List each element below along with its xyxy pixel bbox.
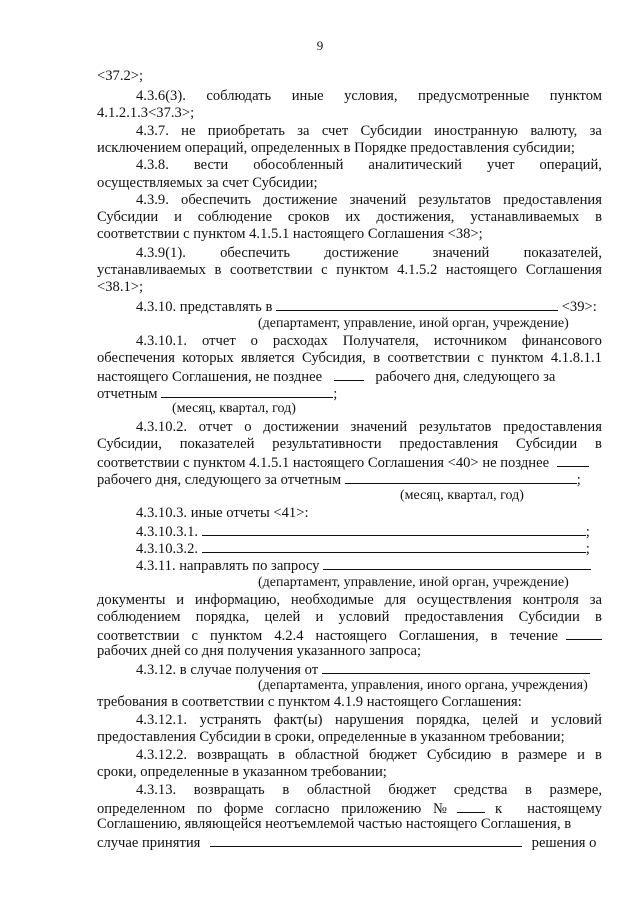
word: и: [174, 209, 182, 225]
text-line: [97, 833, 596, 852]
word: 4.1.5.2: [397, 262, 438, 278]
word: условий: [338, 609, 390, 625]
word: необходимые: [290, 592, 374, 608]
word: устанавливаемых: [97, 262, 206, 278]
word: за: [589, 123, 602, 139]
text-fragment: 4.3.11. направлять по запросу: [136, 558, 320, 574]
word: результативности: [272, 436, 382, 452]
text-line: [136, 556, 591, 575]
word: для: [384, 592, 406, 608]
word: операций,: [539, 157, 602, 173]
word: пунктом: [210, 628, 263, 644]
word: обеспечить: [220, 245, 291, 261]
word: пунктом: [491, 350, 544, 366]
word: расходах: [272, 333, 328, 349]
word: является: [241, 350, 295, 366]
text-fragment: рабочего дня, следующего за отчетным: [97, 472, 342, 488]
word: настоящего: [445, 262, 518, 278]
text-fragment: соответствии с пунктом 4.1.5.1 настоящего Соглашения <40> не позднее: [97, 455, 550, 471]
blank-field: [334, 367, 364, 381]
word: факт(ы): [273, 712, 323, 728]
text-line: [97, 262, 602, 279]
word: определенном: [97, 801, 186, 817]
footnote-ref: <39>:: [561, 299, 597, 315]
blank-field: [202, 539, 586, 553]
word: обеспечить: [181, 192, 251, 208]
text-line: [136, 712, 602, 729]
word: 4.3.8.: [136, 157, 169, 173]
word: показателей,: [523, 245, 602, 261]
word: Субсидии: [97, 209, 159, 225]
text-fragment: рабочего дня, следующего за: [375, 369, 556, 385]
word: их: [345, 209, 361, 225]
word: достижение: [324, 245, 399, 261]
word: и: [530, 712, 539, 728]
text-line: 4.3.10.3. иные отчеты <41>:: [136, 505, 309, 521]
field-caption: (департамента, управления, иного органа, учреждения): [258, 678, 588, 693]
word: и: [315, 609, 324, 625]
word: которых: [182, 350, 234, 366]
text-line: [136, 157, 602, 174]
word: в: [490, 628, 498, 644]
word: 4.3.9.: [136, 192, 169, 208]
word: с: [321, 262, 328, 278]
word: иностранную: [434, 123, 519, 139]
word: 4.3.10.2.: [136, 419, 188, 435]
word: порядка,: [416, 712, 470, 728]
text-fragment: ;: [576, 472, 581, 488]
word: предоставления: [503, 419, 602, 435]
word: размере,: [549, 782, 602, 798]
word: достижение: [263, 192, 338, 208]
word: валюту,: [530, 123, 578, 139]
word: обособленный: [253, 157, 344, 173]
word: №: [433, 801, 447, 817]
word: с: [191, 628, 198, 644]
text-line: сроки, определенные в указанном требовании;: [97, 764, 387, 780]
text-line: [136, 333, 602, 350]
word: значений: [350, 419, 408, 435]
text-line: [97, 609, 602, 626]
word: соответствии: [97, 628, 180, 644]
word: соблюдение: [197, 209, 273, 225]
word: с: [477, 350, 484, 366]
word: 4.3.6(3).: [136, 88, 186, 104]
word: приложению: [341, 801, 422, 817]
word: Субсидию: [426, 747, 492, 763]
text-line: 4.1.2.1.3<37.3>;: [97, 105, 195, 121]
word: информацию,: [194, 592, 281, 608]
word: источником: [433, 333, 507, 349]
word: и: [176, 592, 185, 608]
page-number: 9: [316, 38, 324, 53]
word: в: [595, 436, 602, 452]
word: в: [595, 209, 602, 225]
text-line: [97, 209, 602, 226]
word: возвращать: [193, 782, 265, 798]
word: Субсидия,: [302, 350, 366, 366]
text-line: осуществляемых за счет Субсидии;: [97, 175, 318, 191]
word: бюджет: [388, 782, 437, 798]
word: областной: [295, 747, 359, 763]
word: в: [524, 782, 532, 798]
word: в: [282, 782, 290, 798]
word: предоставления: [503, 192, 602, 208]
word: условий: [551, 712, 602, 728]
text-line: исключением операций, определенных в Порядке предоставления субсидии;: [97, 140, 575, 156]
word: осуществления: [416, 592, 512, 608]
word: результатов: [418, 192, 491, 208]
text-fragment: настоящего Соглашения, не позднее: [97, 369, 323, 385]
field-caption: (месяц, квартал, год): [400, 488, 524, 503]
word: устанавливаемых: [470, 209, 580, 225]
word: целей: [264, 609, 301, 625]
word: в: [373, 350, 381, 366]
text-fragment: решения о: [531, 835, 597, 851]
word: в: [595, 609, 602, 625]
text-line: [97, 592, 602, 609]
blank-field: [457, 799, 485, 813]
word: отчет: [198, 419, 233, 435]
word: Соглашения,: [398, 628, 479, 644]
text-line: соответствии с пунктом 4.1.5.1 настоящего Соглашения <38>;: [97, 226, 483, 242]
word: пунктом: [336, 262, 389, 278]
word: документы: [97, 592, 166, 608]
text-line: [136, 245, 602, 262]
text-fragment: ;: [585, 524, 590, 540]
word: и: [577, 747, 585, 763]
text-line: <37.2>;: [97, 68, 144, 84]
word: областной: [306, 782, 371, 798]
blank-field: [345, 470, 577, 484]
word: соблюдением: [97, 609, 181, 625]
word: согласно: [275, 801, 330, 817]
word: условия,: [344, 88, 398, 104]
word: обеспечения: [97, 350, 175, 366]
word: Субсидии: [516, 436, 578, 452]
field-caption: (департамент, управление, иной орган, учреждение): [258, 575, 569, 590]
word: достижении: [263, 419, 339, 435]
text-line: [136, 419, 602, 436]
word: контроля: [522, 592, 579, 608]
word: настоящему: [527, 801, 602, 817]
text-line: <38.1>;: [97, 279, 144, 295]
word: не: [181, 123, 196, 139]
word: за: [297, 123, 310, 139]
text-line: предоставления Субсидии в сроки, определенные в указанном требовании;: [97, 729, 565, 745]
word: соответствии: [230, 262, 313, 278]
word: бюджет: [369, 747, 417, 763]
field-caption: (департамент, управление, иной орган, учреждение): [258, 316, 569, 331]
word: сроков: [287, 209, 330, 225]
blank-field: [322, 660, 590, 674]
word: соблюдать: [206, 88, 272, 104]
word: счет: [321, 123, 349, 139]
word: средства: [453, 782, 508, 798]
word: результатов: [418, 419, 492, 435]
word: предусмотренные: [418, 88, 530, 104]
word: порядка,: [195, 609, 250, 625]
word: 4.3.9(1).: [136, 245, 186, 261]
word: целей: [482, 712, 519, 728]
word: Субсидии,: [97, 436, 162, 452]
word: за: [589, 592, 602, 608]
word: форме: [223, 801, 264, 817]
text-line: [136, 88, 602, 105]
text-line: [136, 297, 597, 316]
word: аналитический: [368, 157, 462, 173]
text-fragment: 4.3.12. в случае получения от: [136, 662, 319, 678]
word: о: [244, 419, 252, 435]
blank-field: [161, 384, 333, 398]
word: в: [594, 747, 602, 763]
word: в: [214, 262, 222, 278]
blank-field: [202, 522, 586, 536]
word: пунктом: [549, 88, 602, 104]
word: возвращать: [197, 747, 269, 763]
text-line: требования в соответствии с пунктом 4.1.9 настоящего Соглашения:: [97, 694, 522, 710]
word: вести: [193, 157, 229, 173]
text-line: [97, 436, 602, 453]
word: 4.3.12.1.: [136, 712, 188, 728]
word: 4.3.13.: [136, 782, 177, 798]
text-line: [136, 123, 602, 140]
text-fragment: ;: [333, 386, 338, 402]
word: Получателя,: [342, 333, 419, 349]
text-line: [136, 782, 602, 799]
word: 4.2.4: [274, 628, 304, 644]
text-fragment: 4.3.10.3.1.: [136, 524, 199, 540]
word: показателей: [179, 436, 255, 452]
word: Соглашения: [525, 262, 602, 278]
text-fragment: отчетным: [97, 386, 158, 402]
word: течение: [509, 628, 558, 644]
word: по: [196, 801, 213, 817]
blank-field: [210, 833, 522, 847]
text-line: [136, 747, 602, 764]
word: Субсидии: [518, 609, 580, 625]
word: Субсидии: [360, 123, 422, 139]
word: достижения,: [376, 209, 455, 225]
word: предоставления: [404, 609, 504, 625]
word: учет: [486, 157, 515, 173]
word: иные: [291, 88, 324, 104]
word: к: [495, 801, 503, 817]
word: 4.3.10.1.: [136, 333, 188, 349]
text-line: [97, 350, 602, 367]
blank-field: [557, 453, 589, 467]
word: отчет: [202, 333, 236, 349]
word: устранять: [199, 712, 262, 728]
text-fragment: случае принятия: [97, 835, 201, 851]
text-fragment: ;: [585, 541, 590, 557]
text-fragment: 4.3.10.3.2.: [136, 541, 199, 557]
word: настоящего: [315, 628, 387, 644]
word: приобретать: [207, 123, 285, 139]
text-fragment: 4.3.10. представлять в: [136, 299, 273, 315]
word: финансового: [521, 333, 602, 349]
word: значений: [349, 192, 407, 208]
word: в: [501, 747, 509, 763]
word: нарушения: [335, 712, 404, 728]
word: 4.1.8.1.1: [550, 350, 602, 366]
word: значений: [432, 245, 490, 261]
word: предоставления: [399, 436, 499, 452]
word: соответствии: [387, 350, 470, 366]
field-caption: (месяц, квартал, год): [172, 401, 296, 416]
word: в: [278, 747, 285, 763]
text-line: рабочих дней со дня получения указанного запроса;: [97, 643, 422, 659]
word: 4.3.7.: [136, 123, 169, 139]
blank-field: [276, 297, 558, 311]
word: 4.3.12.2.: [136, 747, 188, 763]
text-line: Соглашению, являющейся неотъемлемой частью настоящего Соглашения, в: [97, 816, 572, 832]
blank-field: [566, 626, 602, 640]
word: размере: [518, 747, 568, 763]
text-line: [136, 192, 602, 209]
blank-field: [323, 556, 591, 570]
word: о: [250, 333, 258, 349]
